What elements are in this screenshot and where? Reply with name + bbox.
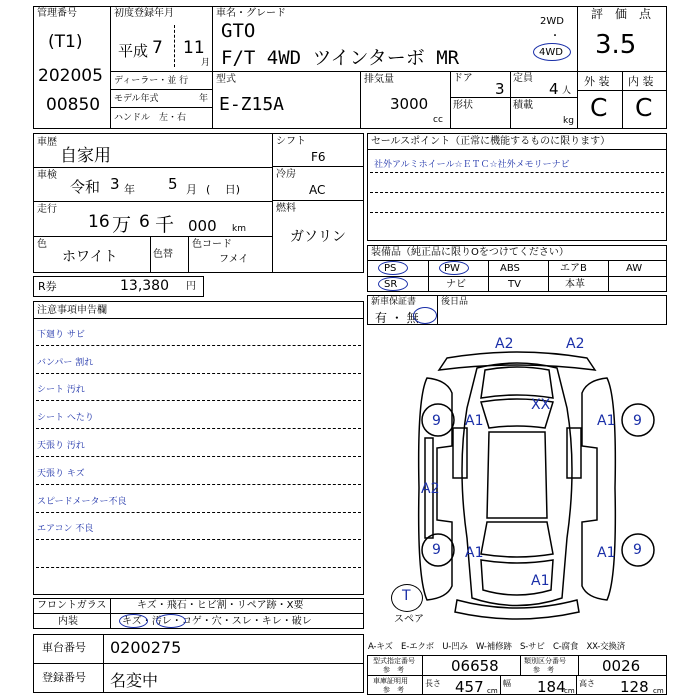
shaken-month-unit: 月	[186, 183, 197, 196]
equip-aw: AW	[626, 263, 643, 274]
spare-label: スペア	[394, 614, 424, 625]
ac-label: 冷房	[276, 169, 296, 180]
shaken-day-unit: ( 日)	[206, 183, 241, 196]
warranty-value: 有 ・ 無	[375, 311, 419, 325]
shaken-year: 3	[110, 175, 120, 193]
height-value: 128	[620, 678, 649, 696]
fuel-value: ガソリン	[290, 229, 346, 245]
class-label: 類別区分番号	[524, 657, 566, 665]
equip-leather: 本革	[565, 279, 585, 290]
height-label: 高さ	[579, 679, 595, 688]
equip-ps: PS	[384, 263, 397, 274]
width-label: 幅	[503, 679, 511, 688]
type-designation-label: 型式指定番号	[373, 657, 415, 665]
notes-label: 注意事項申告欄	[37, 305, 107, 316]
note-item: バンパー 割れ	[37, 358, 94, 368]
door-label: ドア	[453, 73, 473, 84]
mileage-man: 16	[88, 212, 110, 232]
color-change-label: 色替	[153, 249, 173, 260]
note-item: 下廻り サビ	[37, 330, 85, 340]
capacity-label: 定員	[513, 73, 533, 84]
mileage-unit: km	[232, 224, 246, 234]
car-name-label: 車名・グレード	[216, 8, 286, 19]
drive-2wd: 2WD	[540, 16, 564, 27]
mark-front-right-a2: A2	[566, 336, 585, 352]
mark-tire-rl: 9	[432, 542, 441, 558]
mgmt-no1: 202005	[38, 66, 103, 86]
chassis-value: 0200275	[110, 638, 182, 657]
fuel-label: 燃料	[276, 203, 296, 214]
car-name: GTO	[221, 20, 256, 42]
drive-dot: ・	[550, 31, 560, 42]
color-code-label: 色コード	[192, 239, 232, 250]
dealer-label: ディーラー・並 行	[114, 76, 189, 86]
score: 3.5	[595, 30, 637, 60]
mileage-man-unit: 万	[112, 214, 132, 236]
exterior-grade: C	[590, 93, 608, 122]
recycle-value: 13,380	[120, 278, 169, 294]
first-reg-month-unit: 月	[201, 58, 211, 68]
equip-navi: ナビ	[446, 279, 466, 290]
equip-pw: PW	[444, 263, 460, 274]
mgmt-no2: 00850	[46, 95, 101, 115]
capacity-value: 4	[549, 80, 559, 98]
mark-door-rr-a1: A1	[597, 545, 616, 561]
class-ref: 参 考	[533, 666, 554, 674]
mileage-label: 走行	[37, 204, 57, 215]
color-label: 色	[37, 239, 47, 250]
mark-left-panel-a2: A2	[421, 481, 440, 497]
note-item: スピードメーター不良	[37, 497, 127, 507]
color-code: フメイ	[219, 254, 249, 265]
type-label: 型式	[216, 74, 236, 85]
note-item: 天張り 汚れ	[37, 441, 85, 451]
displacement-value: 3000	[390, 95, 429, 113]
first-reg-label: 初度登録年月	[114, 8, 174, 19]
chassis-label: 車台番号	[42, 641, 86, 654]
capacity-unit: 人	[562, 86, 572, 96]
load-label: 積載	[513, 100, 533, 111]
history-value: 自家用	[60, 146, 111, 166]
note-item: シート へたり	[37, 413, 94, 423]
reg-value: 名変中	[110, 671, 159, 690]
mark-trunk-a1: A1	[531, 573, 550, 589]
shaken-label: 車検	[37, 170, 57, 181]
cert-ref: 参 考	[383, 686, 404, 694]
width-unit: cm	[564, 687, 575, 695]
mgmt-label: 管理番号	[37, 8, 77, 19]
cert-label: 車庫証明用	[373, 677, 408, 685]
displacement-unit: cc	[433, 115, 443, 125]
grade-eval-label: 評 価 点	[591, 7, 652, 21]
interior-dirt-circle	[156, 614, 186, 628]
mark-door-rl-a1: A1	[465, 545, 484, 561]
mark-tire-fr: 9	[633, 413, 642, 429]
shaken-month: 5	[168, 175, 178, 193]
interior-scratch-circle	[119, 614, 148, 628]
equip-tv: TV	[508, 279, 521, 290]
warranty-label: 新車保証書	[371, 297, 417, 307]
equip-sr: SR	[384, 279, 398, 290]
recycle-unit: 円	[186, 281, 196, 292]
spare-mark: T	[402, 588, 411, 604]
load-unit: kg	[563, 116, 574, 126]
note-item: エアコン 不良	[37, 524, 94, 534]
sales-text: 社外アルミホイール☆ＥＴＣ☆社外メモリーナビ	[374, 160, 570, 170]
first-reg-month: 11	[183, 38, 205, 58]
shaken-year-unit: 年	[124, 183, 135, 196]
model-year-unit: 年	[199, 94, 209, 104]
width-value: 184	[537, 678, 566, 696]
interior-grade: C	[635, 93, 653, 122]
damage-legend: A-キズ E-エクボ U-凹み W-補修跡 S-サビ C-腐食 XX-交換済	[368, 642, 626, 652]
interior-cond-label: 内装	[58, 616, 78, 627]
equip-abs: ABS	[500, 263, 520, 274]
length-unit: cm	[487, 687, 498, 695]
displacement-label: 排気量	[364, 74, 394, 85]
glass-label: フロントガラス	[37, 600, 107, 611]
equip-airbag: エアB	[560, 263, 587, 274]
mileage-sen: 6	[139, 212, 150, 232]
ac-value: AC	[309, 183, 326, 197]
length-value: 457	[455, 678, 484, 696]
mileage-sen-unit: 千	[155, 214, 175, 236]
type-value: E-Z15A	[219, 94, 285, 115]
note-item: 天張り キズ	[37, 469, 85, 479]
handle-label: ハンドル 左・右	[114, 113, 187, 123]
recycle-label: R券	[38, 280, 57, 293]
first-reg-year: 7	[152, 38, 163, 58]
interior-label: 内 装	[628, 75, 654, 88]
mileage-rest: 000	[188, 217, 217, 235]
note-item: シート 汚れ	[37, 385, 85, 395]
sales-label: セールスポイント（正常に機能するものに限ります）	[371, 136, 611, 147]
mark-tire-rr: 9	[633, 542, 642, 558]
door-value: 3	[495, 80, 505, 98]
shape-label: 形状	[453, 100, 473, 111]
shaken-era: 令和	[70, 178, 101, 196]
class-value: 0026	[602, 657, 641, 675]
mark-door-fl-a1: A1	[465, 413, 484, 429]
interior-cond-value: キズ・汚レ・コゲ・穴・スレ・キレ・破レ	[122, 616, 312, 627]
history-label: 車歴	[37, 137, 57, 148]
type-designation-ref: 参 考	[383, 666, 404, 674]
mark-door-fr-a1: A1	[597, 413, 616, 429]
mark-front-left-a2: A2	[495, 336, 514, 352]
equipment-label: 装備品（純正品に限りOをつけてください）	[371, 247, 569, 258]
length-label: 長さ	[425, 679, 441, 688]
glass-value: キズ・飛石・ヒビ割・リペア跡・X要	[137, 600, 304, 611]
type-designation-value: 06658	[451, 657, 499, 675]
mark-tire-fl: 9	[432, 413, 441, 429]
height-unit: cm	[653, 687, 664, 695]
exterior-label: 外 装	[584, 75, 610, 88]
mgmt-t: (T1)	[48, 32, 83, 52]
mark-roof-xx: XX	[531, 397, 551, 413]
model-year-label: モデル年式	[114, 94, 159, 104]
recycle-frame	[33, 276, 204, 297]
first-reg-era: 平成	[118, 42, 149, 60]
car-grade: F/T 4WD ツインターボ MR	[221, 47, 460, 69]
warranty-none-circle	[413, 307, 437, 324]
shift-value: F6	[311, 150, 326, 164]
reg-label: 登録番号	[42, 671, 86, 684]
drive-4wd: 4WD	[539, 47, 563, 58]
later-label: 後日品	[441, 297, 469, 307]
shift-label: シフト	[276, 136, 306, 147]
color-value: ホワイト	[62, 249, 118, 265]
